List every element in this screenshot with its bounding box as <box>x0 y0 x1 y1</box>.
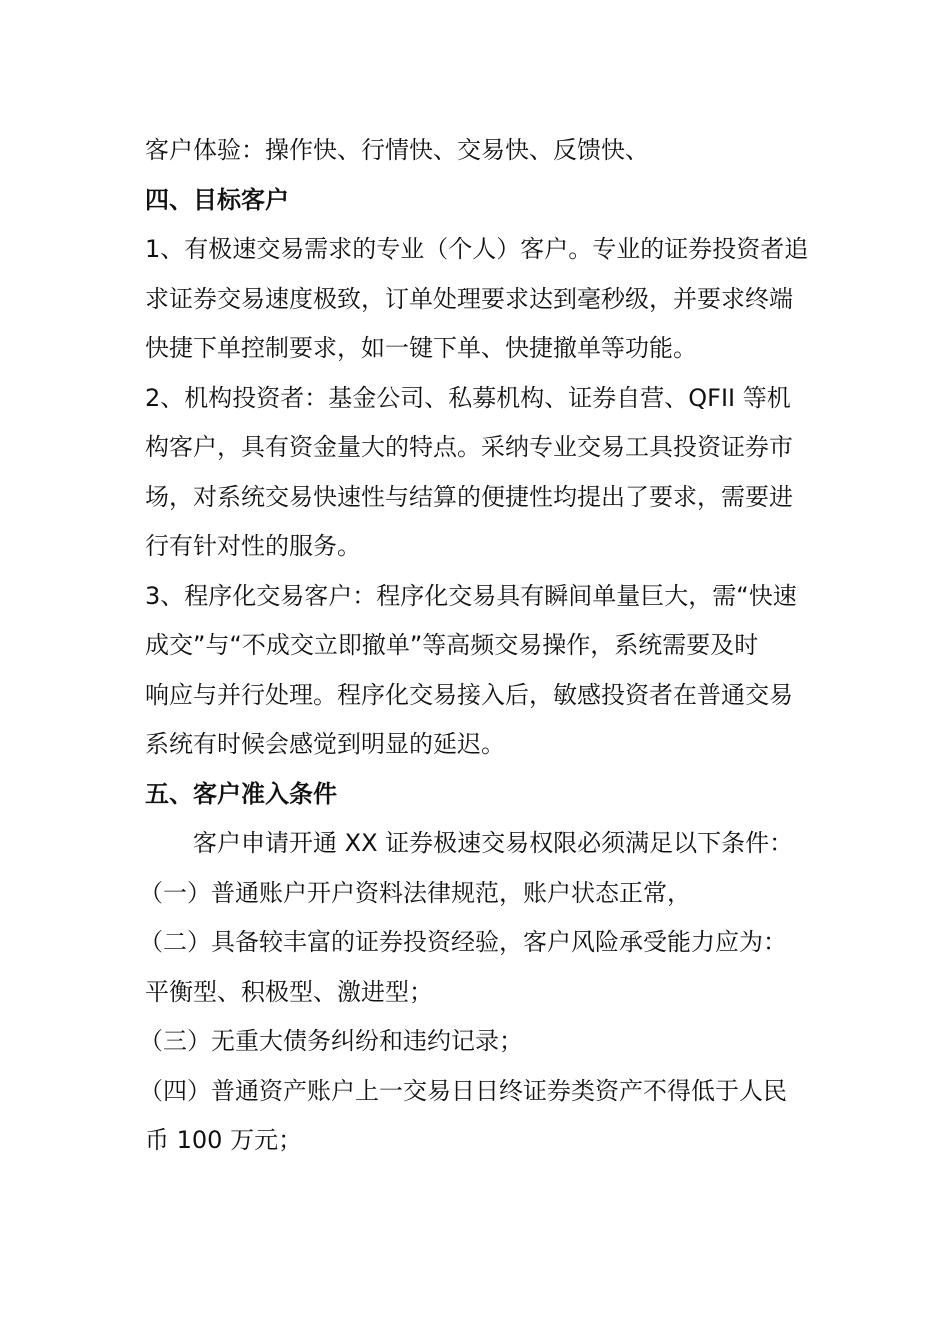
list-item-line: （一）普通账户开户资料法律规范，账户状态正常， <box>139 878 691 907</box>
paragraph-line: 构客户，具有资金量大的特点。采纳专业交易工具投资证券市 <box>145 433 793 461</box>
paragraph-line: 行有针对性的服务。 <box>145 532 361 560</box>
paragraph-line: 币 100 万元； <box>145 1126 303 1154</box>
paragraph-line: 响应与并行处理。程序化交易接入后，敏感投资者在普通交易 <box>145 680 793 709</box>
paragraph-line: 快捷下单控制要求，如一键下单、快捷撤单等功能。 <box>145 334 697 362</box>
paragraph-line: 3、程序化交易客户：程序化交易具有瞬间单量巨大，需“快速 <box>145 581 797 610</box>
paragraph-line: 成交”与“不成交立即撤单”等高频交易操作，系统需要及时 <box>145 631 759 659</box>
list-item-line: （四）普通资产账户上一交易日日终证券类资产不得低于人民 <box>139 1076 787 1105</box>
section-heading: 五、客户准入条件 <box>145 779 337 808</box>
paragraph-line: 2、机构投资者：基金公司、私募机构、证券自营、QFII 等机 <box>145 383 791 412</box>
paragraph-line: 1、有极速交易需求的专业（个人）客户。专业的证券投资者追 <box>145 235 809 263</box>
list-item-line: （三）无重大债务纠纷和违约记录； <box>139 1027 523 1055</box>
paragraph-line: 客户体验：操作快、行情快、交易快、反馈快、 <box>145 136 649 164</box>
section-heading: 四、目标客户 <box>145 185 289 214</box>
list-item-line: （二）具备较丰富的证券投资经验，客户风险承受能力应为： <box>139 928 787 956</box>
paragraph-line: 求证券交易速度极致，订单处理要求达到毫秒级，并要求终端 <box>145 284 793 313</box>
paragraph-line: 系统有时候会感觉到明显的延迟。 <box>145 730 505 758</box>
paragraph-line: 平衡型、积极型、激进型； <box>145 977 433 1006</box>
paragraph-line: 场，对系统交易快速性与结算的便捷性均提出了要求，需要进 <box>145 482 793 511</box>
document-body <box>139 126 815 1166</box>
paragraph-line-indented: 客户申请开通 XX 证券极速交易权限必须满足以下条件： <box>193 829 794 857</box>
